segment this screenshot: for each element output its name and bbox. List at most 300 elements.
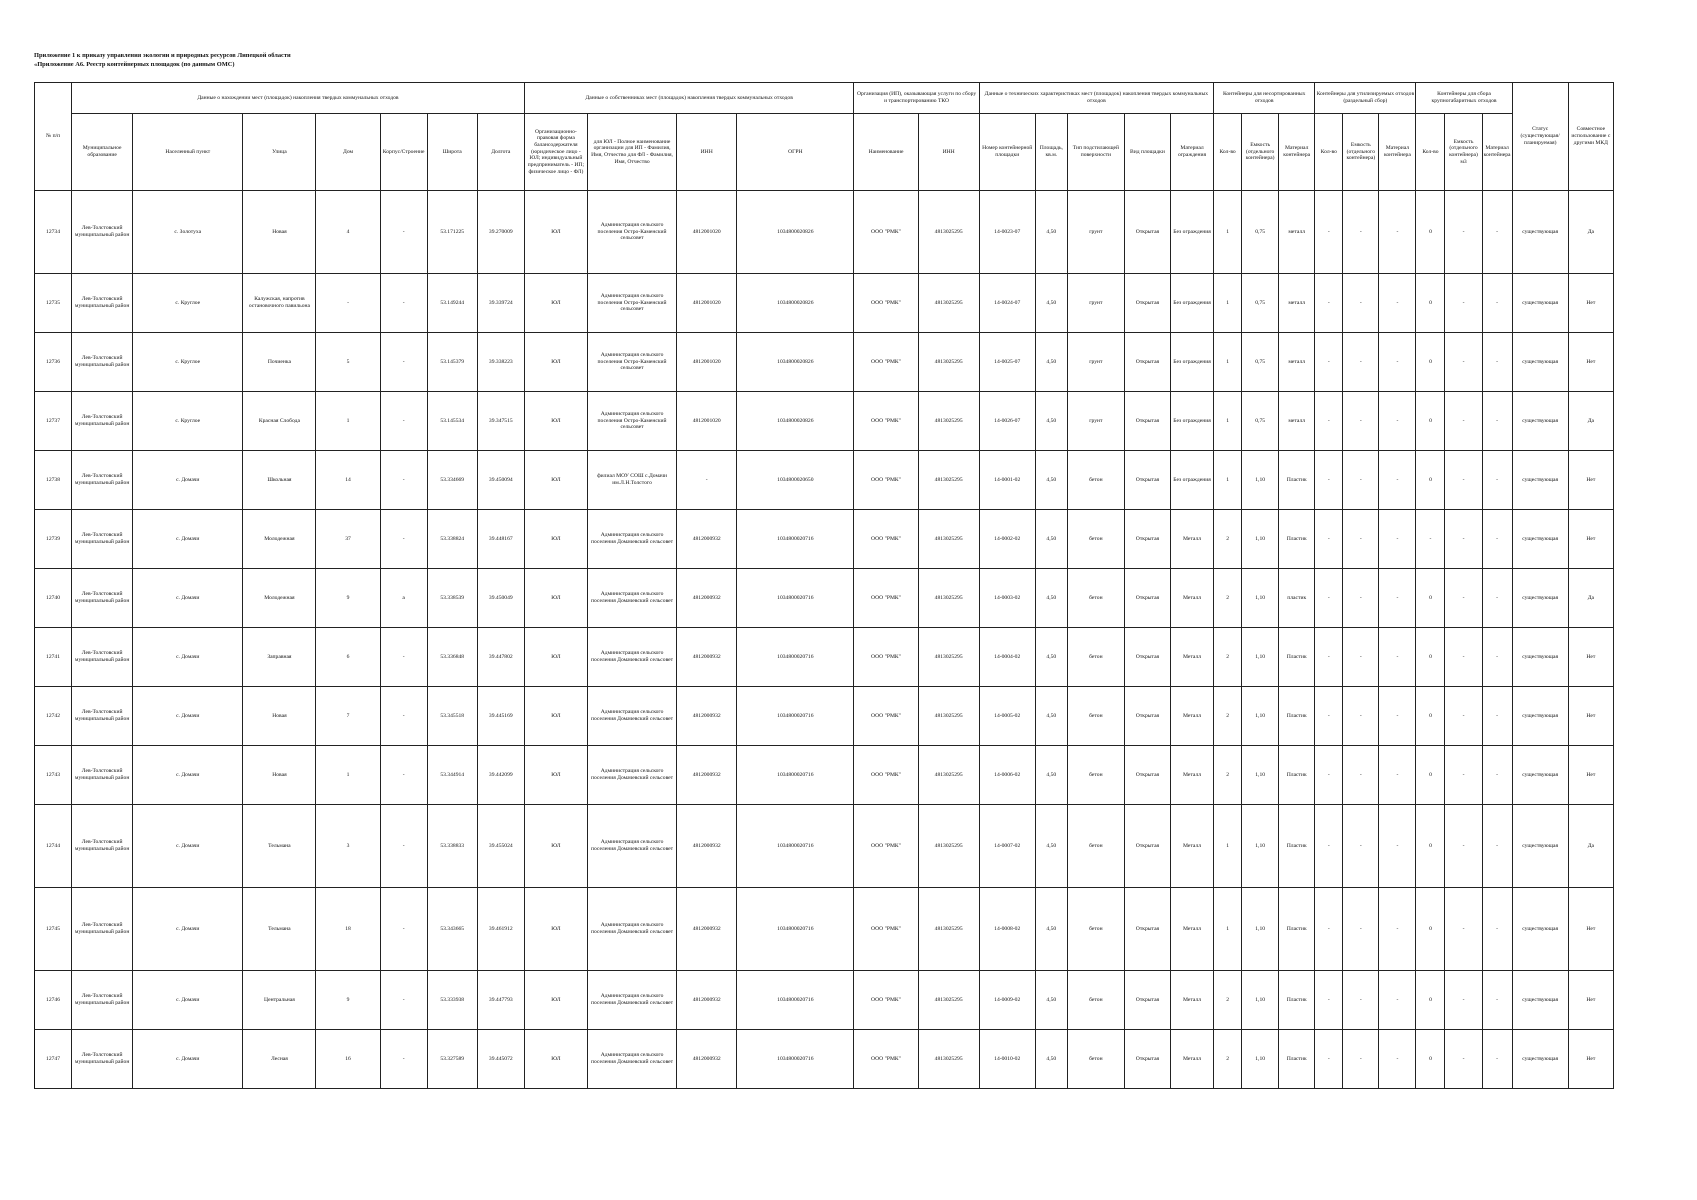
cell-c2: - — [1315, 687, 1343, 746]
cell-korp: - — [380, 805, 427, 888]
cell-status: существующая — [1512, 971, 1568, 1030]
cell-c3: 0 — [1416, 191, 1445, 274]
cell-c2: - — [1315, 888, 1343, 971]
cell-area: 4,50 — [1035, 805, 1067, 888]
cell-num: 12734 — [35, 191, 72, 274]
cell-v3: - — [1445, 888, 1482, 971]
cell-stype: Открытая — [1124, 274, 1170, 333]
cell-c3: 0 — [1416, 392, 1445, 451]
cell-status: существующая — [1512, 451, 1568, 510]
cell-site: 14-0025-07 — [979, 333, 1035, 392]
cell-c2: - — [1315, 274, 1343, 333]
header-capacity-utilized: Емкость (отдельного контейнера) — [1343, 114, 1379, 191]
cell-surface: бетон — [1067, 510, 1124, 569]
cell-m2: - — [1379, 569, 1416, 628]
cell-mo: Лев-Толстовский муниципальный район — [72, 971, 133, 1030]
cell-ogrn: 1034800020826 — [737, 191, 854, 274]
cell-area: 4,50 — [1035, 191, 1067, 274]
cell-m3: - — [1482, 687, 1512, 746]
cell-op: ООО "РМК" — [854, 510, 918, 569]
cell-street: Лесная — [243, 1030, 316, 1089]
cell-form: ЮЛ — [524, 687, 587, 746]
cell-m2: - — [1379, 888, 1416, 971]
cell-shared: Нет — [1568, 746, 1613, 805]
cell-inn: 4812000932 — [677, 510, 737, 569]
cell-lon: 39.455024 — [477, 805, 524, 888]
cell-v1: 0,75 — [1242, 392, 1279, 451]
header-area: Площадь, кв.м. — [1035, 114, 1067, 191]
cell-c3: 0 — [1416, 971, 1445, 1030]
cell-shared: Нет — [1568, 971, 1613, 1030]
cell-area: 4,50 — [1035, 274, 1067, 333]
cell-m2: - — [1379, 274, 1416, 333]
header-fence: Материал ограждения — [1171, 114, 1214, 191]
cell-m1: Пластик — [1279, 687, 1315, 746]
cell-v3: - — [1445, 191, 1482, 274]
cell-fence: Металл — [1171, 569, 1214, 628]
table-row — [35, 888, 1614, 971]
cell-surface: грунт — [1067, 392, 1124, 451]
cell-c3: 0 — [1416, 333, 1445, 392]
cell-m3: - — [1482, 805, 1512, 888]
cell-shared: Нет — [1568, 510, 1613, 569]
cell-op: ООО "РМК" — [854, 628, 918, 687]
cell-op_inn: 4813025295 — [918, 451, 979, 510]
cell-stype: Открытая — [1124, 569, 1170, 628]
cell-inn: 4812001020 — [677, 392, 737, 451]
cell-lat: 53.343665 — [427, 888, 477, 971]
cell-v2: - — [1343, 569, 1379, 628]
cell-ogrn: 1034800020826 — [737, 392, 854, 451]
header-operator-name: Наименование — [854, 114, 918, 191]
cell-lon: 39.461912 — [477, 888, 524, 971]
header-group-location: Данные о нахождении мест (площадок) накопления твердых коммунальных отходов — [72, 83, 525, 114]
cell-v1: 0,75 — [1242, 333, 1279, 392]
cell-surface: бетон — [1067, 805, 1124, 888]
cell-v3: - — [1445, 333, 1482, 392]
cell-shared: Нет — [1568, 628, 1613, 687]
cell-v2: - — [1343, 451, 1379, 510]
cell-fence: Металл — [1171, 628, 1214, 687]
cell-area: 4,50 — [1035, 888, 1067, 971]
cell-site: 14-0007-02 — [979, 805, 1035, 888]
cell-house: 1 — [316, 392, 380, 451]
cell-lat: 53.345518 — [427, 687, 477, 746]
cell-house: 7 — [316, 687, 380, 746]
cell-m1: металл — [1279, 392, 1315, 451]
cell-v1: 1,10 — [1242, 451, 1279, 510]
cell-op: ООО "РМК" — [854, 971, 918, 1030]
cell-owner: Администрация сельского поселения Домачевский сельсовет — [587, 888, 676, 971]
cell-ogrn: 1034800020716 — [737, 746, 854, 805]
cell-m1: металл — [1279, 333, 1315, 392]
cell-c2: - — [1315, 191, 1343, 274]
cell-mo: Лев-Толстовский муниципальный район — [72, 333, 133, 392]
cell-area: 4,50 — [1035, 333, 1067, 392]
cell-m3: - — [1482, 191, 1512, 274]
cell-area: 4,50 — [1035, 569, 1067, 628]
cell-v3: - — [1445, 510, 1482, 569]
cell-stype: Открытая — [1124, 628, 1170, 687]
cell-form: ЮЛ — [524, 746, 587, 805]
cell-area: 4,50 — [1035, 510, 1067, 569]
cell-form: ЮЛ — [524, 628, 587, 687]
cell-street: Заправная — [243, 628, 316, 687]
cell-num: 12743 — [35, 746, 72, 805]
cell-v3: - — [1445, 628, 1482, 687]
cell-owner: Администрация сельского поселения Домачевский сельсовет — [587, 1030, 676, 1089]
cell-mo: Лев-Толстовский муниципальный район — [72, 687, 133, 746]
cell-c2: - — [1315, 451, 1343, 510]
cell-c3: 0 — [1416, 1030, 1445, 1089]
cell-owner: Администрация сельского поселения Остро-Каменский сельсовет — [587, 333, 676, 392]
cell-house: 9 — [316, 569, 380, 628]
cell-np: с. Домачи — [133, 451, 243, 510]
header-owner-name: для ЮЛ - Полное наименование организации для ИП - Фамилия, Имя, Отчество для ФЛ - Фамилия, Имя, Отчество — [587, 114, 676, 191]
cell-v1: 0,75 — [1242, 274, 1279, 333]
cell-op_inn: 4813025295 — [918, 569, 979, 628]
cell-area: 4,50 — [1035, 392, 1067, 451]
cell-area: 4,50 — [1035, 687, 1067, 746]
cell-op_inn: 4813025295 — [918, 510, 979, 569]
cell-form: ЮЛ — [524, 569, 587, 628]
cell-m3: - — [1482, 1030, 1512, 1089]
cell-ogrn: 1034800020716 — [737, 888, 854, 971]
cell-m3: - — [1482, 746, 1512, 805]
cell-m2: - — [1379, 333, 1416, 392]
cell-m1: Пластик — [1279, 1030, 1315, 1089]
cell-shared: Да — [1568, 392, 1613, 451]
cell-c2: - — [1315, 333, 1343, 392]
header-site-type: Вид площадки — [1124, 114, 1170, 191]
cell-site: 14-0008-02 — [979, 888, 1035, 971]
cell-shared: Нет — [1568, 687, 1613, 746]
cell-m2: - — [1379, 805, 1416, 888]
cell-mo: Лев-Толстовский муниципальный район — [72, 451, 133, 510]
cell-lon: 39.447802 — [477, 628, 524, 687]
cell-site: 14-0006-02 — [979, 746, 1035, 805]
cell-fence: Без ограждения — [1171, 333, 1214, 392]
table-row — [35, 451, 1614, 510]
cell-op: ООО "РМК" — [854, 805, 918, 888]
cell-status: существующая — [1512, 687, 1568, 746]
cell-m3: - — [1482, 971, 1512, 1030]
cell-site: 14-0009-02 — [979, 971, 1035, 1030]
cell-status: существующая — [1512, 746, 1568, 805]
cell-lat: 53.338833 — [427, 805, 477, 888]
cell-mo: Лев-Толстовский муниципальный район — [72, 628, 133, 687]
cell-surface: бетон — [1067, 1030, 1124, 1089]
cell-num: 12740 — [35, 569, 72, 628]
cell-owner: Администрация сельского поселения Домачевский сельсовет — [587, 569, 676, 628]
cell-stype: Открытая — [1124, 392, 1170, 451]
cell-v2: - — [1343, 746, 1379, 805]
cell-owner: Администрация сельского поселения Домачевский сельсовет — [587, 746, 676, 805]
cell-m1: Пластик — [1279, 805, 1315, 888]
header-capacity-unsorted: Емкость (отдельного контейнера) — [1242, 114, 1279, 191]
cell-m1: Пластик — [1279, 971, 1315, 1030]
table-row — [35, 687, 1614, 746]
cell-fence: Металл — [1171, 971, 1214, 1030]
cell-owner: Администрация сельского поселения Домачевский сельсовет — [587, 687, 676, 746]
cell-op: ООО "РМК" — [854, 888, 918, 971]
cell-surface: бетон — [1067, 451, 1124, 510]
cell-v2: - — [1343, 510, 1379, 569]
cell-ogrn: 1034800020826 — [737, 333, 854, 392]
cell-inn: 4812001020 — [677, 333, 737, 392]
table-row — [35, 392, 1614, 451]
header-count-unsorted: Кол-во — [1214, 114, 1242, 191]
cell-num: 12741 — [35, 628, 72, 687]
cell-v1: 0,75 — [1242, 191, 1279, 274]
cell-house: 14 — [316, 451, 380, 510]
cell-np: с. Круглое — [133, 392, 243, 451]
table-row — [35, 628, 1614, 687]
cell-house: 3 — [316, 805, 380, 888]
cell-c1: 2 — [1214, 1030, 1242, 1089]
cell-op_inn: 4813025295 — [918, 746, 979, 805]
cell-v2: - — [1343, 805, 1379, 888]
cell-stype: Открытая — [1124, 191, 1170, 274]
header-group-owner: Данные о собственниках мест (площадок) накопления твердых коммунальных отходов — [524, 83, 854, 114]
cell-korp: - — [380, 628, 427, 687]
cell-v2: - — [1343, 333, 1379, 392]
cell-fence: Без ограждения — [1171, 392, 1214, 451]
cell-owner: Администрация сельского поселения Остро-Каменский сельсовет — [587, 191, 676, 274]
document-heading — [34, 51, 291, 69]
header-house: Дом — [316, 114, 380, 191]
cell-fence: Металл — [1171, 746, 1214, 805]
cell-form: ЮЛ — [524, 191, 587, 274]
header-count-bulky: Кол-во — [1416, 114, 1445, 191]
cell-lon: 39.338223 — [477, 333, 524, 392]
header-inn: ИНН — [677, 114, 737, 191]
cell-c1: 2 — [1214, 971, 1242, 1030]
cell-lat: 53.171225 — [427, 191, 477, 274]
cell-v2: - — [1343, 628, 1379, 687]
cell-surface: бетон — [1067, 971, 1124, 1030]
cell-korp: - — [380, 333, 427, 392]
container-sites-table — [34, 82, 1614, 1089]
header-group-operator: Организация (ИП), оказывающая услуги по сбору и транспортированию ТКО — [854, 83, 979, 114]
cell-korp: - — [380, 451, 427, 510]
cell-lon: 39.442099 — [477, 746, 524, 805]
cell-status: существующая — [1512, 274, 1568, 333]
cell-v3: - — [1445, 392, 1482, 451]
cell-v1: 1,10 — [1242, 888, 1279, 971]
cell-c1: 2 — [1214, 746, 1242, 805]
table-row — [35, 569, 1614, 628]
cell-inn: - — [677, 451, 737, 510]
cell-m2: - — [1379, 687, 1416, 746]
cell-street: Молодежная — [243, 510, 316, 569]
cell-v3: - — [1445, 274, 1482, 333]
cell-m2: - — [1379, 628, 1416, 687]
cell-house: 1 — [316, 746, 380, 805]
cell-m3: - — [1482, 274, 1512, 333]
cell-shared: Да — [1568, 191, 1613, 274]
cell-fence: Металл — [1171, 510, 1214, 569]
cell-m1: Пластик — [1279, 451, 1315, 510]
cell-lon: 39.445169 — [477, 687, 524, 746]
cell-inn: 4812000932 — [677, 805, 737, 888]
cell-c1: 1 — [1214, 274, 1242, 333]
header-longitude: Долгота — [477, 114, 524, 191]
cell-c1: 2 — [1214, 569, 1242, 628]
cell-v1: 1,10 — [1242, 510, 1279, 569]
cell-site: 14-0001-02 — [979, 451, 1035, 510]
cell-form: ЮЛ — [524, 510, 587, 569]
cell-m3: - — [1482, 451, 1512, 510]
cell-house: 37 — [316, 510, 380, 569]
cell-m1: Пластик — [1279, 746, 1315, 805]
header-building: Корпус/Строение — [380, 114, 427, 191]
cell-site: 14-0004-02 — [979, 628, 1035, 687]
cell-op_inn: 4813025295 — [918, 191, 979, 274]
cell-form: ЮЛ — [524, 274, 587, 333]
cell-area: 4,50 — [1035, 746, 1067, 805]
cell-m3: - — [1482, 569, 1512, 628]
cell-lon: 39.447793 — [477, 971, 524, 1030]
cell-v2: - — [1343, 888, 1379, 971]
cell-m1: металл — [1279, 191, 1315, 274]
cell-fence: Без ограждения — [1171, 274, 1214, 333]
cell-v3: - — [1445, 805, 1482, 888]
cell-v1: 1,10 — [1242, 569, 1279, 628]
cell-np: с. Домачи — [133, 628, 243, 687]
cell-inn: 4812000932 — [677, 569, 737, 628]
cell-np: с. Домачи — [133, 687, 243, 746]
cell-np: с. Круглое — [133, 274, 243, 333]
cell-c2: - — [1315, 805, 1343, 888]
cell-c1: 2 — [1214, 628, 1242, 687]
header-shared: Совместное использование с другими МКД — [1568, 83, 1613, 191]
cell-form: ЮЛ — [524, 971, 587, 1030]
cell-shared: Да — [1568, 569, 1613, 628]
header-group-bulky: Контейнеры для сбора крупногабаритных отходов — [1416, 83, 1512, 114]
cell-street: Красная Слобода — [243, 392, 316, 451]
cell-street: Школьная — [243, 451, 316, 510]
cell-np: с. Домачи — [133, 510, 243, 569]
cell-c1: 1 — [1214, 451, 1242, 510]
cell-inn: 4812000932 — [677, 687, 737, 746]
cell-korp: - — [380, 888, 427, 971]
cell-stype: Открытая — [1124, 805, 1170, 888]
cell-mo: Лев-Толстовский муниципальный район — [72, 274, 133, 333]
cell-c1: 2 — [1214, 510, 1242, 569]
cell-house: 4 — [316, 191, 380, 274]
heading-line-1: Приложение 1 к приказу управления экологии и природных ресурсов Липецкой области — [34, 52, 291, 59]
cell-c3: 0 — [1416, 451, 1445, 510]
cell-area: 4,50 — [1035, 971, 1067, 1030]
table-row — [35, 191, 1614, 274]
cell-inn: 4812000932 — [677, 888, 737, 971]
cell-m3: - — [1482, 888, 1512, 971]
header-sub-row — [35, 114, 1614, 191]
cell-op_inn: 4813025295 — [918, 888, 979, 971]
cell-op: ООО "РМК" — [854, 274, 918, 333]
cell-shared: Нет — [1568, 333, 1613, 392]
header-capacity-bulky: Емкость (отдельного контейнера) м3 — [1445, 114, 1482, 191]
cell-lat: 53.327589 — [427, 1030, 477, 1089]
table-row — [35, 746, 1614, 805]
cell-form: ЮЛ — [524, 805, 587, 888]
header-site-no: Номер контейнерной площадки — [979, 114, 1035, 191]
cell-stype: Открытая — [1124, 971, 1170, 1030]
cell-shared: Нет — [1568, 274, 1613, 333]
cell-op: ООО "РМК" — [854, 333, 918, 392]
cell-v1: 1,10 — [1242, 1030, 1279, 1089]
cell-lat: 53.344914 — [427, 746, 477, 805]
cell-op: ООО "РМК" — [854, 191, 918, 274]
cell-site: 14-0026-07 — [979, 392, 1035, 451]
cell-m2: - — [1379, 746, 1416, 805]
cell-m2: - — [1379, 191, 1416, 274]
cell-num: 12746 — [35, 971, 72, 1030]
cell-c1: 1 — [1214, 191, 1242, 274]
cell-ogrn: 1034800020716 — [737, 510, 854, 569]
cell-stype: Открытая — [1124, 1030, 1170, 1089]
header-group-row — [35, 83, 1614, 114]
cell-mo: Лев-Толстовский муниципальный район — [72, 746, 133, 805]
cell-street: Новая — [243, 191, 316, 274]
cell-np: с. Домачи — [133, 971, 243, 1030]
header-group-unsorted: Контейнеры для несортированных отходов — [1214, 83, 1315, 114]
cell-area: 4,50 — [1035, 451, 1067, 510]
cell-shared: Нет — [1568, 888, 1613, 971]
cell-surface: грунт — [1067, 333, 1124, 392]
cell-mo: Лев-Толстовский муниципальный район — [72, 191, 133, 274]
cell-c3: 0 — [1416, 746, 1445, 805]
cell-m2: - — [1379, 1030, 1416, 1089]
cell-inn: 4812001020 — [677, 274, 737, 333]
cell-ogrn: 1034800020716 — [737, 1030, 854, 1089]
cell-v3: - — [1445, 746, 1482, 805]
cell-house: - — [316, 274, 380, 333]
cell-v3: - — [1445, 1030, 1482, 1089]
cell-surface: грунт — [1067, 191, 1124, 274]
cell-korp: - — [380, 510, 427, 569]
cell-site: 14-0023-07 — [979, 191, 1035, 274]
cell-c2: - — [1315, 510, 1343, 569]
cell-op: ООО "РМК" — [854, 569, 918, 628]
cell-status: существующая — [1512, 1030, 1568, 1089]
table-row — [35, 805, 1614, 888]
cell-mo: Лев-Толстовский муниципальный район — [72, 805, 133, 888]
cell-op_inn: 4813025295 — [918, 971, 979, 1030]
cell-v2: - — [1343, 971, 1379, 1030]
header-group-utilized: Контейнеры для утилизируемых отходов (раздельный сбор) — [1315, 83, 1416, 114]
cell-site: 14-0024-07 — [979, 274, 1035, 333]
cell-stype: Открытая — [1124, 687, 1170, 746]
cell-np: с. Домачи — [133, 569, 243, 628]
cell-v2: - — [1343, 687, 1379, 746]
cell-area: 4,50 — [1035, 628, 1067, 687]
cell-v1: 1,10 — [1242, 628, 1279, 687]
cell-op_inn: 4813025295 — [918, 392, 979, 451]
cell-status: существующая — [1512, 628, 1568, 687]
cell-street: Центральная — [243, 971, 316, 1030]
cell-m2: - — [1379, 392, 1416, 451]
cell-form: ЮЛ — [524, 1030, 587, 1089]
cell-owner: Администрация сельского поселения Остро-Каменский сельсовет — [587, 274, 676, 333]
heading-line-2: «Приложение А6. Реестр контейнерных площадок (по данным ОМС) — [34, 61, 235, 68]
cell-owner: Администрация сельского поселения Домачевский сельсовет — [587, 805, 676, 888]
cell-fence: Без ограждения — [1171, 451, 1214, 510]
cell-inn: 4812000932 — [677, 628, 737, 687]
header-material-unsorted: Материал контейнера — [1279, 114, 1315, 191]
cell-house: 9 — [316, 971, 380, 1030]
